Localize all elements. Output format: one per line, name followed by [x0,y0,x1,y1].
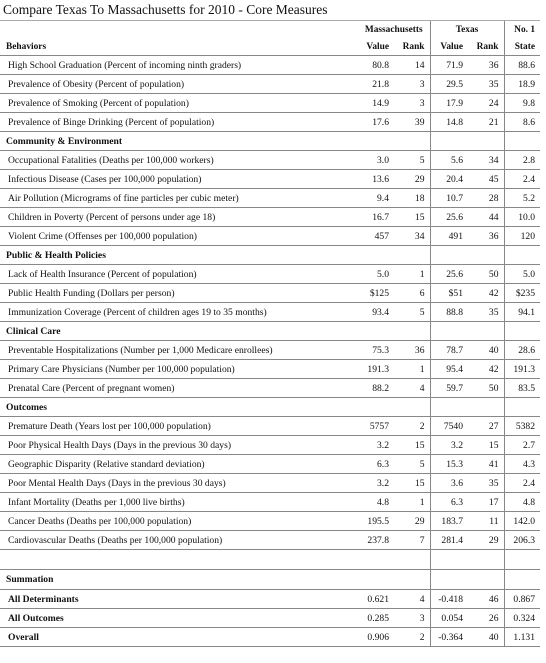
header-blank [0,21,358,38]
tx-rank: 35 [468,474,504,493]
top-state-value: 142.0 [504,512,540,531]
tx-value: 0.054 [430,609,468,628]
ma-value: 0.621 [358,590,394,609]
ma-value: 93.4 [358,303,394,322]
ma-rank: 2 [394,628,430,647]
header-value-a: Value [358,38,394,56]
section-header-blank [504,398,540,417]
tx-value: 3.6 [430,474,468,493]
top-state-value: 0.324 [504,609,540,628]
top-state-value: 5.0 [504,265,540,284]
tx-value: 25.6 [430,265,468,284]
ma-rank: 18 [394,189,430,208]
tx-rank: 46 [468,590,504,609]
tx-rank: 35 [468,303,504,322]
ma-value: 3.0 [358,151,394,170]
tx-value: -0.364 [430,628,468,647]
section-header-blank [430,322,468,341]
spacer-cell [358,550,394,570]
tx-value: 25.6 [430,208,468,227]
ma-value: 9.4 [358,189,394,208]
top-state-value: 2.8 [504,151,540,170]
measure-label: Prevalence of Smoking (Percent of population) [0,94,358,113]
ma-value: 5757 [358,417,394,436]
header-rank-a: Rank [394,38,430,56]
ma-rank: 1 [394,493,430,512]
section-header-blank [394,132,430,151]
measure-label: Geographic Disparity (Relative standard deviation) [0,455,358,474]
measure-label: Premature Death (Years lost per 100,000 population) [0,417,358,436]
tx-value: 20.4 [430,170,468,189]
ma-rank: 5 [394,303,430,322]
section-title-outcomes: Outcomes [0,398,358,417]
header-column-row [0,38,540,56]
section-header-blank [430,132,468,151]
header-state-b: Texas [430,21,504,38]
summation-header-blank [394,570,430,590]
tx-value: 14.8 [430,113,468,132]
tx-rank: 24 [468,94,504,113]
measure-label: Immunization Coverage (Percent of children ages 19 to 35 months) [0,303,358,322]
ma-rank: 4 [394,379,430,398]
section-title-behaviors: Behaviors [0,38,358,56]
tx-value: 7540 [430,417,468,436]
measure-label: Violent Crime (Offenses per 100,000 population) [0,227,358,246]
tx-value: 281.4 [430,531,468,550]
measure-row-geographic-disparity [0,455,540,474]
tx-rank: 15 [468,436,504,455]
tx-value: 95.4 [430,360,468,379]
ma-value: 88.2 [358,379,394,398]
ma-rank: 3 [394,94,430,113]
measure-label: Poor Physical Health Days (Days in the previous 30 days) [0,436,358,455]
tx-value: 491 [430,227,468,246]
measure-label: Poor Mental Health Days (Days in the previous 30 days) [0,474,358,493]
page-title: Compare Texas To Massachusetts for 2010 - Core Measures [0,0,540,21]
summary-label: All Outcomes [0,609,358,628]
top-state-value: 0.867 [504,590,540,609]
top-state-value: 120 [504,227,540,246]
measure-row-prevalence-of-obesity [0,75,540,94]
top-state-value: 8.6 [504,113,540,132]
ma-value: 5.0 [358,265,394,284]
tx-value: $51 [430,284,468,303]
top-state-value: 83.5 [504,379,540,398]
section-header-blank [504,322,540,341]
tx-rank: 41 [468,455,504,474]
measure-row-occupational-fatalities [0,151,540,170]
ma-value: 6.3 [358,455,394,474]
section-title-public-and-health-policies: Public & Health Policies [0,246,358,265]
ma-rank: 15 [394,208,430,227]
measure-label: Prevalence of Binge Drinking (Percent of population) [0,113,358,132]
summation-header-blank [504,570,540,590]
ma-rank: 34 [394,227,430,246]
ma-rank: 15 [394,474,430,493]
tx-rank: 36 [468,56,504,75]
ma-value: 191.3 [358,360,394,379]
tx-rank: 17 [468,493,504,512]
summary-label: Overall [0,628,358,647]
measure-row-air-pollution [0,189,540,208]
ma-rank: 6 [394,284,430,303]
tx-value: 59.7 [430,379,468,398]
measure-label: Prevalence of Obesity (Percent of population) [0,75,358,94]
tx-value: 6.3 [430,493,468,512]
section-header-blank [504,132,540,151]
top-state-value: 1.131 [504,628,540,647]
section-header-blank [358,398,394,417]
tx-value: 10.7 [430,189,468,208]
tx-rank: 42 [468,284,504,303]
spacer-cell [430,550,468,570]
measure-row-poor-physical-health-days [0,436,540,455]
section-header-blank [358,246,394,265]
section-title-community-and-environment: Community & Environment [0,132,358,151]
measure-row-primary-care-physicians [0,360,540,379]
tx-rank: 27 [468,417,504,436]
ma-rank: 36 [394,341,430,360]
ma-value: 237.8 [358,531,394,550]
top-state-value: 2.4 [504,474,540,493]
measure-row-immunization-coverage [0,303,540,322]
header-top-sub: State [504,38,540,56]
top-state-value: 9.8 [504,94,540,113]
ma-rank: 1 [394,360,430,379]
measure-row-prenatal-care [0,379,540,398]
section-title-summation: Summation [0,570,358,590]
ma-value: 457 [358,227,394,246]
measure-row-prevalence-of-binge-drinking [0,113,540,132]
measure-row-cardiovascular-deaths [0,531,540,550]
measure-row-high-school-graduation [0,56,540,75]
ma-value: 21.8 [358,75,394,94]
ma-rank: 29 [394,512,430,531]
section-header-blank [358,322,394,341]
header-top-state: No. 1 [514,24,536,35]
tx-rank: 36 [468,227,504,246]
measure-label: Preventable Hospitalizations (Number per 1,000 Medicare enrollees) [0,341,358,360]
top-state-value: 88.6 [504,56,540,75]
top-state-value: 2.7 [504,436,540,455]
measure-row-infant-mortality [0,493,540,512]
header-value-b: Value [430,38,468,56]
measure-label: High School Graduation (Percent of incoming ninth graders) [0,56,358,75]
ma-value: 13.6 [358,170,394,189]
top-state-value: 28.6 [504,341,540,360]
ma-value: 3.2 [358,474,394,493]
ma-value: 16.7 [358,208,394,227]
ma-value: 4.8 [358,493,394,512]
tx-rank: 21 [468,113,504,132]
measure-label: Lack of Health Insurance (Percent of population) [0,265,358,284]
ma-value: $125 [358,284,394,303]
section-header-blank [468,398,504,417]
ma-rank: 39 [394,113,430,132]
ma-value: 17.6 [358,113,394,132]
tx-rank: 44 [468,208,504,227]
summation-header-blank [430,570,468,590]
measure-label: Infectious Disease (Cases per 100,000 population) [0,170,358,189]
ma-value: 195.5 [358,512,394,531]
ma-rank: 29 [394,170,430,189]
tx-value: 5.6 [430,151,468,170]
header-rank-b: Rank [468,38,504,56]
tx-rank: 26 [468,609,504,628]
section-header-blank [504,246,540,265]
section-header-blank [468,322,504,341]
section-header-row [0,246,540,265]
measure-label: Children in Poverty (Percent of persons under age 18) [0,208,358,227]
tx-rank: 35 [468,75,504,94]
measure-row-lack-of-health-insurance [0,265,540,284]
spacer-cell [468,550,504,570]
tx-rank: 45 [468,170,504,189]
top-state-value: 10.0 [504,208,540,227]
measure-label: Infant Mortality (Deaths per 1,000 live births) [0,493,358,512]
measure-row-public-health-funding [0,284,540,303]
section-title-clinical-care: Clinical Care [0,322,358,341]
spacer-cell [0,550,358,570]
tx-rank: 40 [468,341,504,360]
measure-label: Occupational Fatalities (Deaths per 100,000 workers) [0,151,358,170]
header-state-a: Massachusetts [358,21,430,38]
tx-value: 17.9 [430,94,468,113]
measures-table [0,21,540,647]
top-state-value: $235 [504,284,540,303]
measure-label: Cancer Deaths (Deaths per 100,000 population) [0,512,358,531]
section-header-blank [394,398,430,417]
measure-row-preventable-hospitalizations [0,341,540,360]
ma-value: 80.8 [358,56,394,75]
section-header-blank [430,246,468,265]
tx-rank: 11 [468,512,504,531]
top-state-value: 18.9 [504,75,540,94]
measure-label: Prenatal Care (Percent of pregnant women) [0,379,358,398]
spacer-row [0,550,540,570]
section-header-blank [430,398,468,417]
summary-row-all-outcomes [0,609,540,628]
spacer-cell [394,550,430,570]
tx-rank: 40 [468,628,504,647]
ma-rank: 3 [394,609,430,628]
top-state-value: 5.2 [504,189,540,208]
top-state-value: 2.4 [504,170,540,189]
ma-rank: 2 [394,417,430,436]
tx-rank: 28 [468,189,504,208]
ma-value: 75.3 [358,341,394,360]
measure-label: Primary Care Physicians (Number per 100,000 population) [0,360,358,379]
tx-value: 78.7 [430,341,468,360]
tx-rank: 29 [468,531,504,550]
top-state-value: 5382 [504,417,540,436]
section-header-blank [394,322,430,341]
summation-header-blank [468,570,504,590]
tx-rank: 50 [468,379,504,398]
ma-rank: 15 [394,436,430,455]
measure-row-violent-crime [0,227,540,246]
measure-row-cancer-deaths [0,512,540,531]
section-header-row [0,322,540,341]
measure-row-poor-mental-health-days [0,474,540,493]
tx-value: 183.7 [430,512,468,531]
measure-row-infectious-disease [0,170,540,189]
ma-rank: 5 [394,455,430,474]
ma-rank: 1 [394,265,430,284]
top-state-value: 206.3 [504,531,540,550]
top-state-value: 191.3 [504,360,540,379]
section-header-blank [468,246,504,265]
ma-value: 14.9 [358,94,394,113]
summation-header-blank [358,570,394,590]
tx-value: 71.9 [430,56,468,75]
ma-value: 3.2 [358,436,394,455]
measure-label: Cardiovascular Deaths (Deaths per 100,000 population) [0,531,358,550]
spacer-cell [504,550,540,570]
ma-rank: 14 [394,56,430,75]
tx-value: 3.2 [430,436,468,455]
tx-value: -0.418 [430,590,468,609]
tx-rank: 50 [468,265,504,284]
ma-value: 0.285 [358,609,394,628]
summation-header-row [0,570,540,590]
measure-label: Air Pollution (Micrograms of fine particles per cubic meter) [0,189,358,208]
ma-rank: 4 [394,590,430,609]
section-header-blank [358,132,394,151]
ma-rank: 7 [394,531,430,550]
measure-label: Public Health Funding (Dollars per person) [0,284,358,303]
summary-label: All Determinants [0,590,358,609]
measure-row-premature-death [0,417,540,436]
tx-value: 88.8 [430,303,468,322]
tx-value: 29.5 [430,75,468,94]
summary-row-overall [0,628,540,647]
ma-rank: 5 [394,151,430,170]
section-header-blank [468,132,504,151]
section-header-blank [394,246,430,265]
header-state-row [0,21,540,38]
section-header-row [0,398,540,417]
summary-row-all-determinants [0,590,540,609]
top-state-value: 94.1 [504,303,540,322]
top-state-value: 4.8 [504,493,540,512]
ma-rank: 3 [394,75,430,94]
tx-value: 15.3 [430,455,468,474]
top-state-value: 4.3 [504,455,540,474]
tx-rank: 42 [468,360,504,379]
measure-row-prevalence-of-smoking [0,94,540,113]
measure-row-children-in-poverty [0,208,540,227]
section-header-row [0,132,540,151]
ma-value: 0.906 [358,628,394,647]
tx-rank: 34 [468,151,504,170]
